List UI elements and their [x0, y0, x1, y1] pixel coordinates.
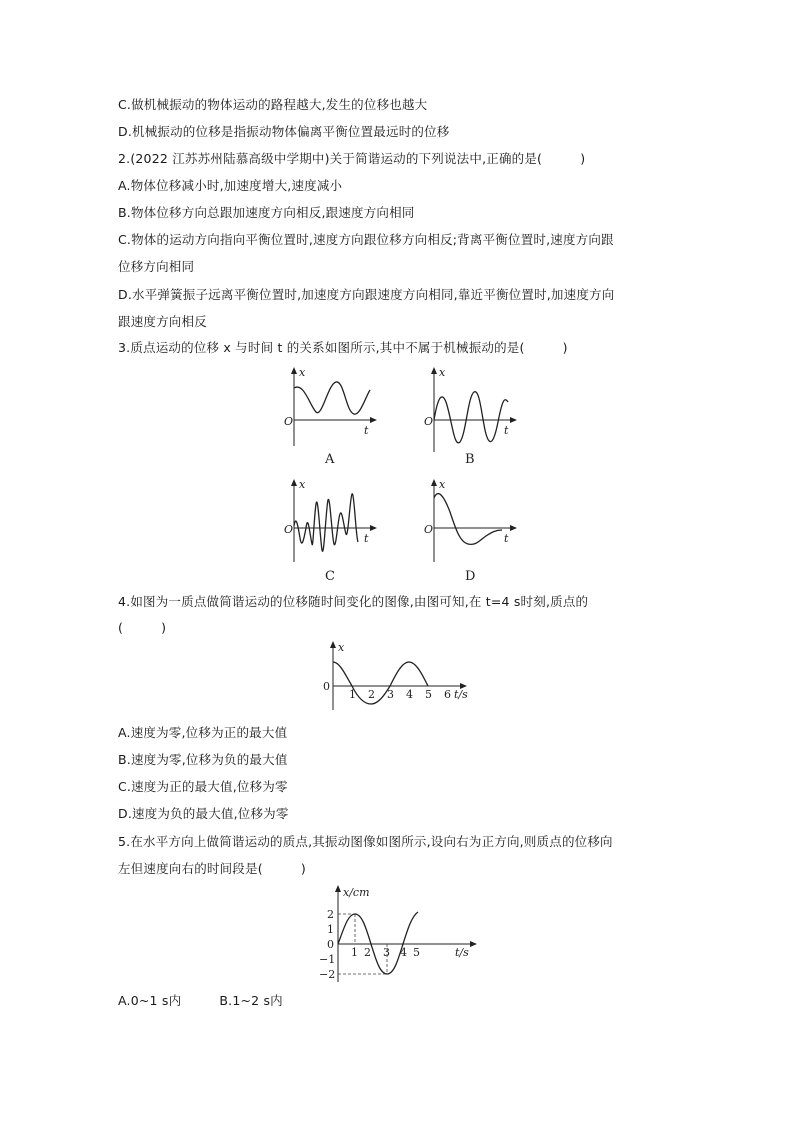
- caption-a: A: [325, 452, 335, 467]
- q5-ytick-neg1: −1: [319, 953, 336, 966]
- axis-x-label: x: [299, 366, 306, 379]
- axis-x-label: x: [439, 478, 446, 491]
- axis-t-label: t: [504, 532, 509, 545]
- axis-x-label: x: [299, 478, 306, 491]
- q2-option-a: A.物体位移减小时,加速度增大,速度减小: [118, 178, 343, 193]
- q4-stem-line1: 4.如图为一质点做简谐运动的位移随时间变化的图像,由图可知,在 t=4 s时刻,质点的: [118, 594, 589, 609]
- q4-origin: 0: [323, 680, 330, 693]
- q5-xtick-4: 4: [400, 946, 407, 959]
- q5-ytick-neg2: −2: [319, 968, 336, 981]
- q4-tick-6: 6: [444, 688, 451, 701]
- q3-figure-c: [280, 478, 380, 584]
- q4-tick-2: 2: [368, 688, 375, 701]
- q5-xtick-2: 2: [364, 946, 371, 959]
- q2-option-b: B.物体位移方向总跟加速度方向相反,跟速度方向相同: [118, 205, 415, 220]
- q5-ylabel: x/cm: [343, 886, 370, 899]
- q5-ytick-2: 2: [327, 908, 334, 921]
- q5-xtick-3: 3: [383, 946, 390, 959]
- q4-tick-3: 3: [387, 688, 394, 701]
- q3-figure-d: [420, 478, 520, 584]
- axis-x-label: x: [439, 366, 446, 379]
- q5-xtick-1: 1: [351, 946, 358, 959]
- q2-option-d-line1: D.水平弹簧振子远离平衡位置时,加速度方向跟速度方向相同,靠近平衡位置时,加速度方向: [118, 287, 615, 302]
- axis-t-label: t: [364, 424, 369, 437]
- q4-option-d: D.速度为负的最大值,位移为零: [118, 806, 289, 821]
- q5-graph: [310, 884, 480, 984]
- q4-tick-1: 1: [349, 688, 356, 701]
- q4-tick-5: 5: [425, 688, 432, 701]
- q1-option-d: D.机械振动的位移是指振动物体偏离平衡位置最远时的位移: [118, 124, 450, 139]
- q4-option-b: B.速度为零,位移为负的最大值: [118, 752, 288, 767]
- axis-t-label: t: [364, 532, 369, 545]
- q3-figure-b: [420, 366, 520, 466]
- caption-b: B: [465, 452, 475, 467]
- q5-stem-line2: 左但速度向右的时间段是( ): [118, 861, 306, 876]
- q4-ylabel: x: [338, 641, 345, 654]
- q3-stem: 3.质点运动的位移 x 与时间 t 的关系如图所示,其中不属于机械振动的是( ): [118, 340, 568, 355]
- q4-stem-line2: ( ): [118, 620, 167, 635]
- q3-figure-a: [280, 366, 380, 466]
- origin-label: O: [424, 415, 434, 428]
- q4-option-a: A.速度为零,位移为正的最大值: [118, 725, 288, 740]
- q5-xlabel: t/s: [455, 946, 469, 959]
- q5-xtick-5: 5: [413, 946, 420, 959]
- q2-option-d-line2: 跟速度方向相反: [118, 314, 207, 329]
- q5-stem-line1: 5.在水平方向上做简谐运动的质点,其振动图像如图所示,设向右为正方向,则质点的位移向: [118, 834, 613, 849]
- q2-stem: 2.(2022 江苏苏州陆慕高级中学期中)关于简谐运动的下列说法中,正确的是( ): [118, 151, 586, 166]
- q5-ytick-1: 1: [327, 923, 334, 936]
- q4-option-c: C.速度为正的最大值,位移为零: [118, 779, 288, 794]
- origin-label: O: [284, 415, 294, 428]
- origin-label: O: [424, 523, 434, 536]
- caption-d: D: [465, 569, 476, 584]
- axis-t-label: t: [504, 424, 509, 437]
- q5-ytick-0: 0: [327, 938, 334, 951]
- q4-graph: [318, 640, 478, 710]
- origin-label: O: [284, 523, 294, 536]
- q2-option-c-line1: C.物体的运动方向指向平衡位置时,速度方向跟位移方向相反;背离平衡位置时,速度方向跟: [118, 232, 614, 247]
- q4-tick-4: 4: [406, 688, 413, 701]
- q2-option-c-line2: 位移方向相同: [118, 259, 195, 274]
- q4-xlabel: t/s: [454, 688, 468, 701]
- q1-option-c: C.做机械振动的物体运动的路程越大,发生的位移也越大: [118, 97, 428, 112]
- caption-c: C: [325, 569, 335, 584]
- q5-options: A.0~1 s内 B.1~2 s内: [118, 993, 283, 1008]
